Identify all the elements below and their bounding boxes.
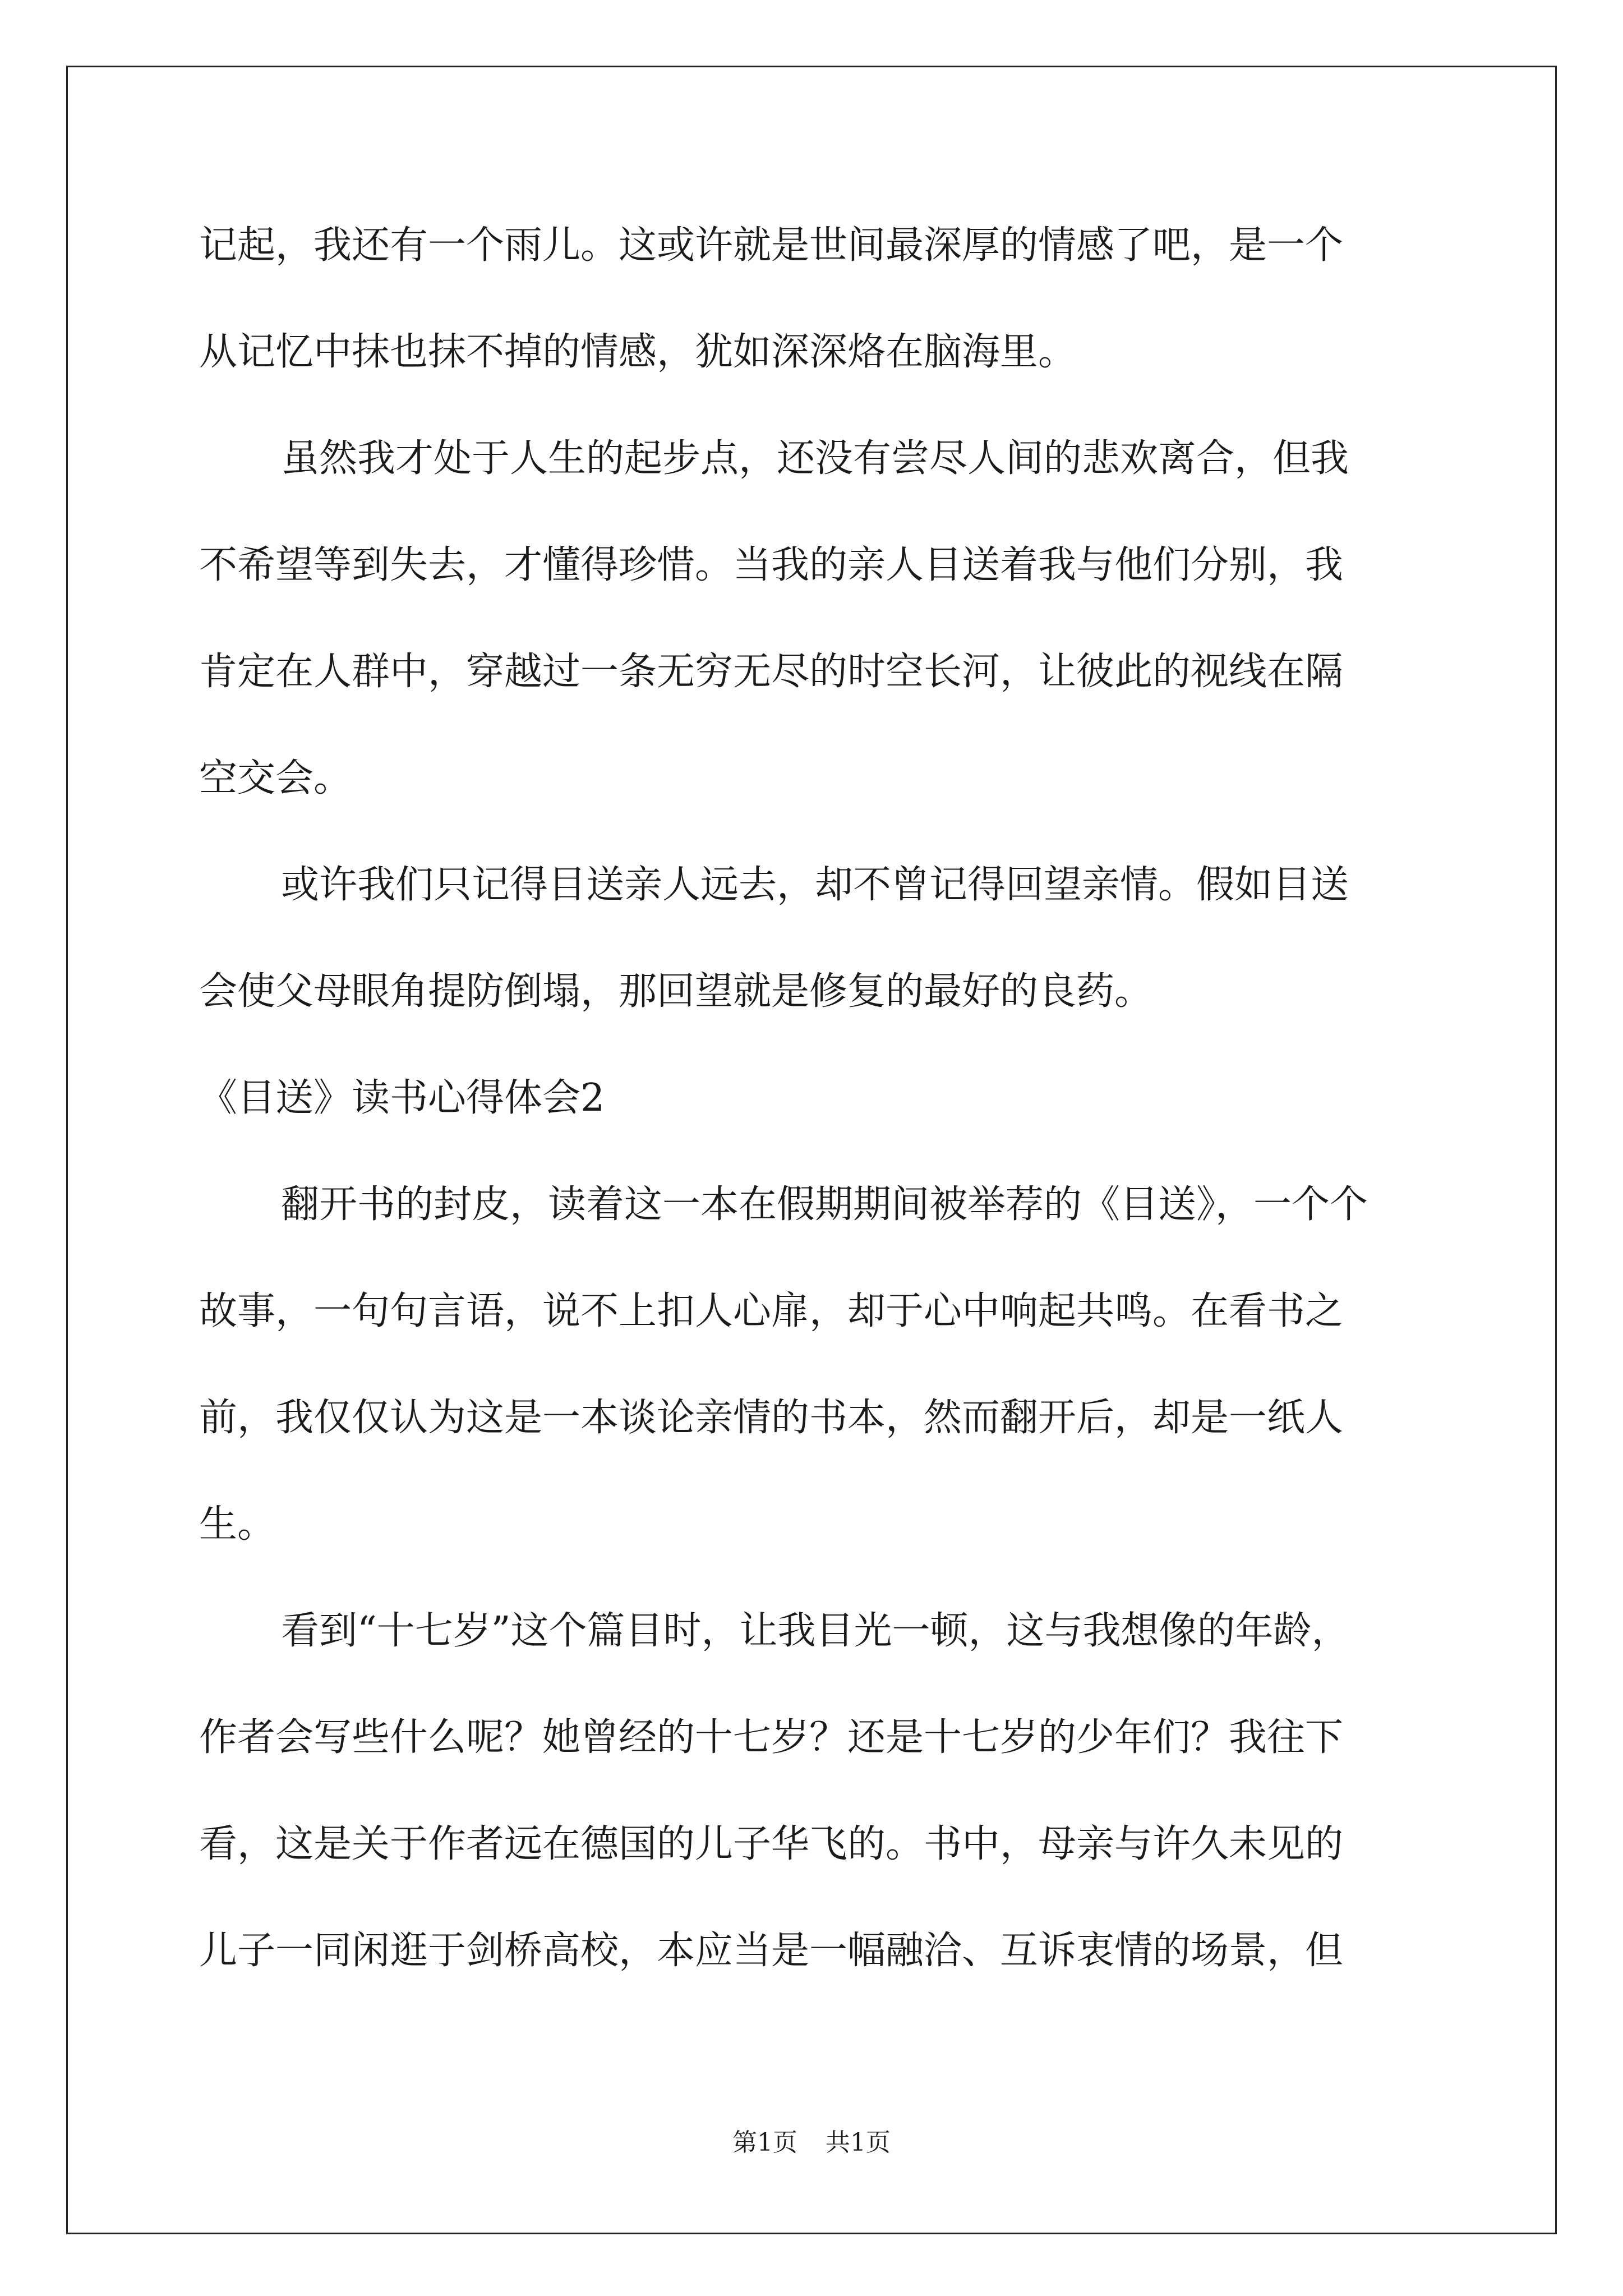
section-heading: 《目送》读书心得体会2 [199, 1076, 605, 1120]
text-line: 肯定在人群中，穿越过一条无穷无尽的时空长河，让彼此的视线在隔 [199, 650, 1344, 694]
paragraph-first-line: 翻开书的封皮，读着这一本在假期期间被举荐的《目送》，一个个 [281, 1182, 1368, 1227]
paragraph-first-line: 虽然我才处于人生的起步点，还没有尝尽人间的悲欢离合，但我 [281, 436, 1349, 481]
page-number: 第1页 [732, 2128, 797, 2157]
page-border [66, 66, 1557, 2234]
text-line: 不希望等到失去，才懂得珍惜。当我的亲人目送着我与他们分别，我 [199, 543, 1344, 587]
text-line: 看，这是关于作者远在德国的儿子华飞的。书中，母亲与许久未见的 [199, 1822, 1344, 1866]
text-line: 故事，一句句言语，说不上扣人心扉，却于心中响起共鸣。在看书之 [199, 1289, 1344, 1333]
text-line: 生。 [199, 1502, 276, 1547]
paragraph-first-line: 或许我们只记得目送亲人远去，却不曾记得回望亲情。假如目送 [281, 863, 1349, 907]
text-line: 记起，我还有一个雨儿。这或许就是世间最深厚的情感了吧，是一个 [199, 223, 1344, 268]
text-line: 空交会。 [199, 756, 352, 800]
text-line: 前，我仅仅认为这是一本谈论亲情的书本，然而翻开后，却是一纸人 [199, 1396, 1344, 1440]
text-line: 作者会写些什么呢？她曾经的十七岁？还是十七岁的少年们？我往下 [199, 1715, 1344, 1760]
paragraph-first-line: 看到“十七岁”这个篇目时，让我目光一顿，这与我想像的年龄， [281, 1609, 1350, 1653]
text-line: 儿子一同闲逛于剑桥高校，本应当是一幅融洽、互诉衷情的场景，但 [199, 1929, 1344, 1973]
text-line: 从记忆中抹也抹不掉的情感，犹如深深烙在脑海里。 [199, 330, 1077, 374]
text-line: 会使父母眼角提防倒塌，那回望就是修复的最好的良药。 [199, 969, 1153, 1014]
page-footer [0, 2126, 1623, 2160]
page-total: 共1页 [826, 2128, 891, 2157]
